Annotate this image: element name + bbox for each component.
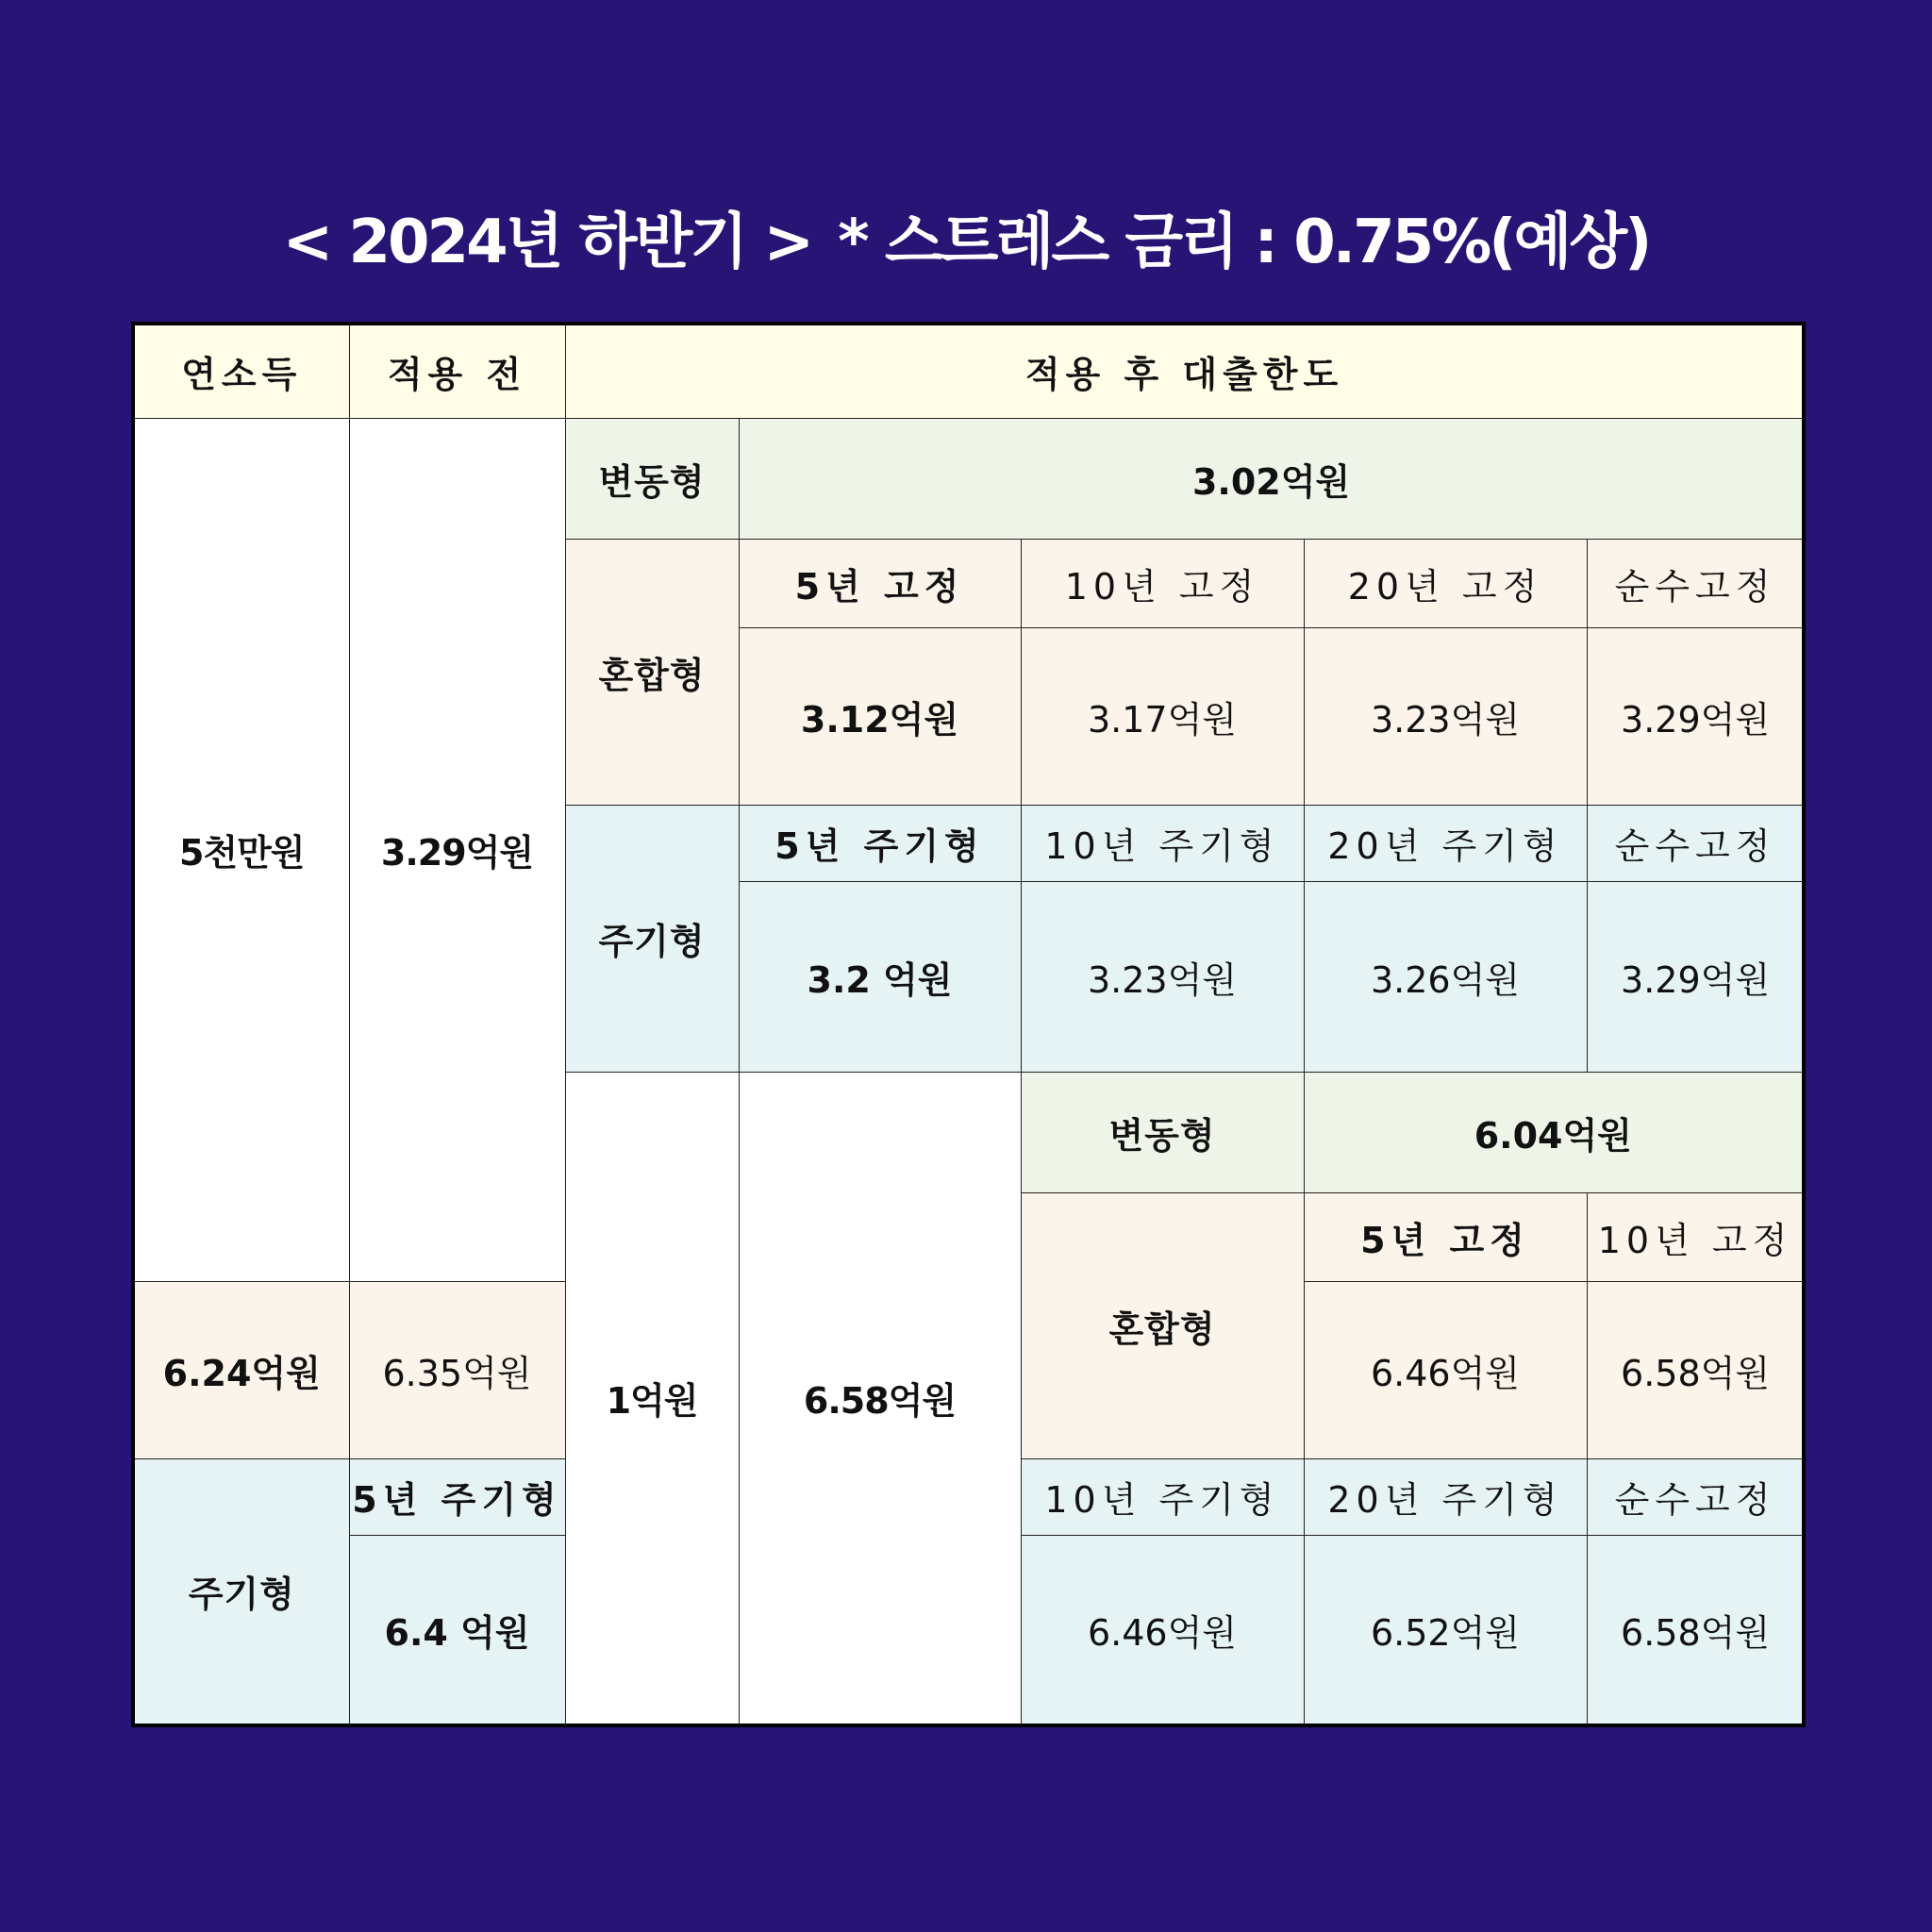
periodic-label: 주기형	[565, 805, 739, 1072]
mixed-value: 6.24억원	[133, 1281, 349, 1458]
header-after: 적용 후 대출한도	[565, 324, 1804, 418]
mixed-option: 순수고정	[1587, 539, 1804, 627]
variable-value: 6.04억원	[1304, 1072, 1804, 1192]
periodic-option: 20년 주기형	[1304, 805, 1587, 881]
before-limit-cell: 3.29억원	[349, 418, 565, 1281]
header-income: 연소득	[133, 324, 349, 418]
mixed-value: 6.46억원	[1304, 1281, 1587, 1458]
page-title	[0, 193, 1932, 280]
periodic-option: 5년 주기형	[349, 1458, 565, 1535]
mixed-value: 6.35억원	[349, 1281, 565, 1458]
periodic-option: 순수고정	[1587, 1458, 1804, 1535]
mixed-label: 혼합형	[565, 539, 739, 805]
periodic-option: 순수고정	[1587, 805, 1804, 881]
periodic-value: 3.2 억원	[739, 881, 1021, 1072]
periodic-label: 주기형	[133, 1458, 349, 1725]
title-stress-rate: * 스트레스 금리 : 0.75%(예상)	[838, 208, 1650, 277]
mixed-value: 3.12억원	[739, 627, 1021, 805]
periodic-option: 10년 주기형	[1021, 1458, 1304, 1535]
periodic-option: 5년 주기형	[739, 805, 1021, 881]
mixed-value: 6.58억원	[1587, 1281, 1804, 1458]
mixed-option: 5년 고정	[1304, 1192, 1587, 1281]
income-cell: 5천만원	[133, 418, 349, 1281]
mixed-option: 10년 고정	[1021, 539, 1304, 627]
mixed-option: 20년 고정	[1304, 539, 1587, 627]
mixed-label: 혼합형	[1021, 1192, 1304, 1458]
variable-label: 변동형	[565, 418, 739, 539]
periodic-value: 6.46억원	[1021, 1535, 1304, 1725]
income-cell: 1억원	[565, 1072, 739, 1725]
mixed-value: 3.29억원	[1587, 627, 1804, 805]
before-limit-cell: 6.58억원	[739, 1072, 1021, 1725]
periodic-value: 6.58억원	[1587, 1535, 1804, 1725]
loan-limit-table	[131, 322, 1806, 1727]
periodic-option: 20년 주기형	[1304, 1458, 1587, 1535]
table-header-row	[133, 324, 1804, 418]
mixed-value: 3.17억원	[1021, 627, 1304, 805]
periodic-value: 3.23억원	[1021, 881, 1304, 1072]
periodic-value: 3.26억원	[1304, 881, 1587, 1072]
mixed-option: 5년 고정	[739, 539, 1021, 627]
mixed-option: 10년 고정	[1587, 1192, 1804, 1281]
periodic-option: 10년 주기형	[1021, 805, 1304, 881]
variable-value: 3.02억원	[739, 418, 1804, 539]
mixed-value: 3.23억원	[1304, 627, 1587, 805]
periodic-value: 6.4 억원	[349, 1535, 565, 1725]
table-row	[133, 418, 1804, 539]
header-before: 적용 전	[349, 324, 565, 418]
periodic-value: 3.29억원	[1587, 881, 1804, 1072]
periodic-value: 6.52억원	[1304, 1535, 1587, 1725]
title-main: < 2024년 하반기 >	[282, 208, 812, 277]
variable-label: 변동형	[1021, 1072, 1304, 1192]
